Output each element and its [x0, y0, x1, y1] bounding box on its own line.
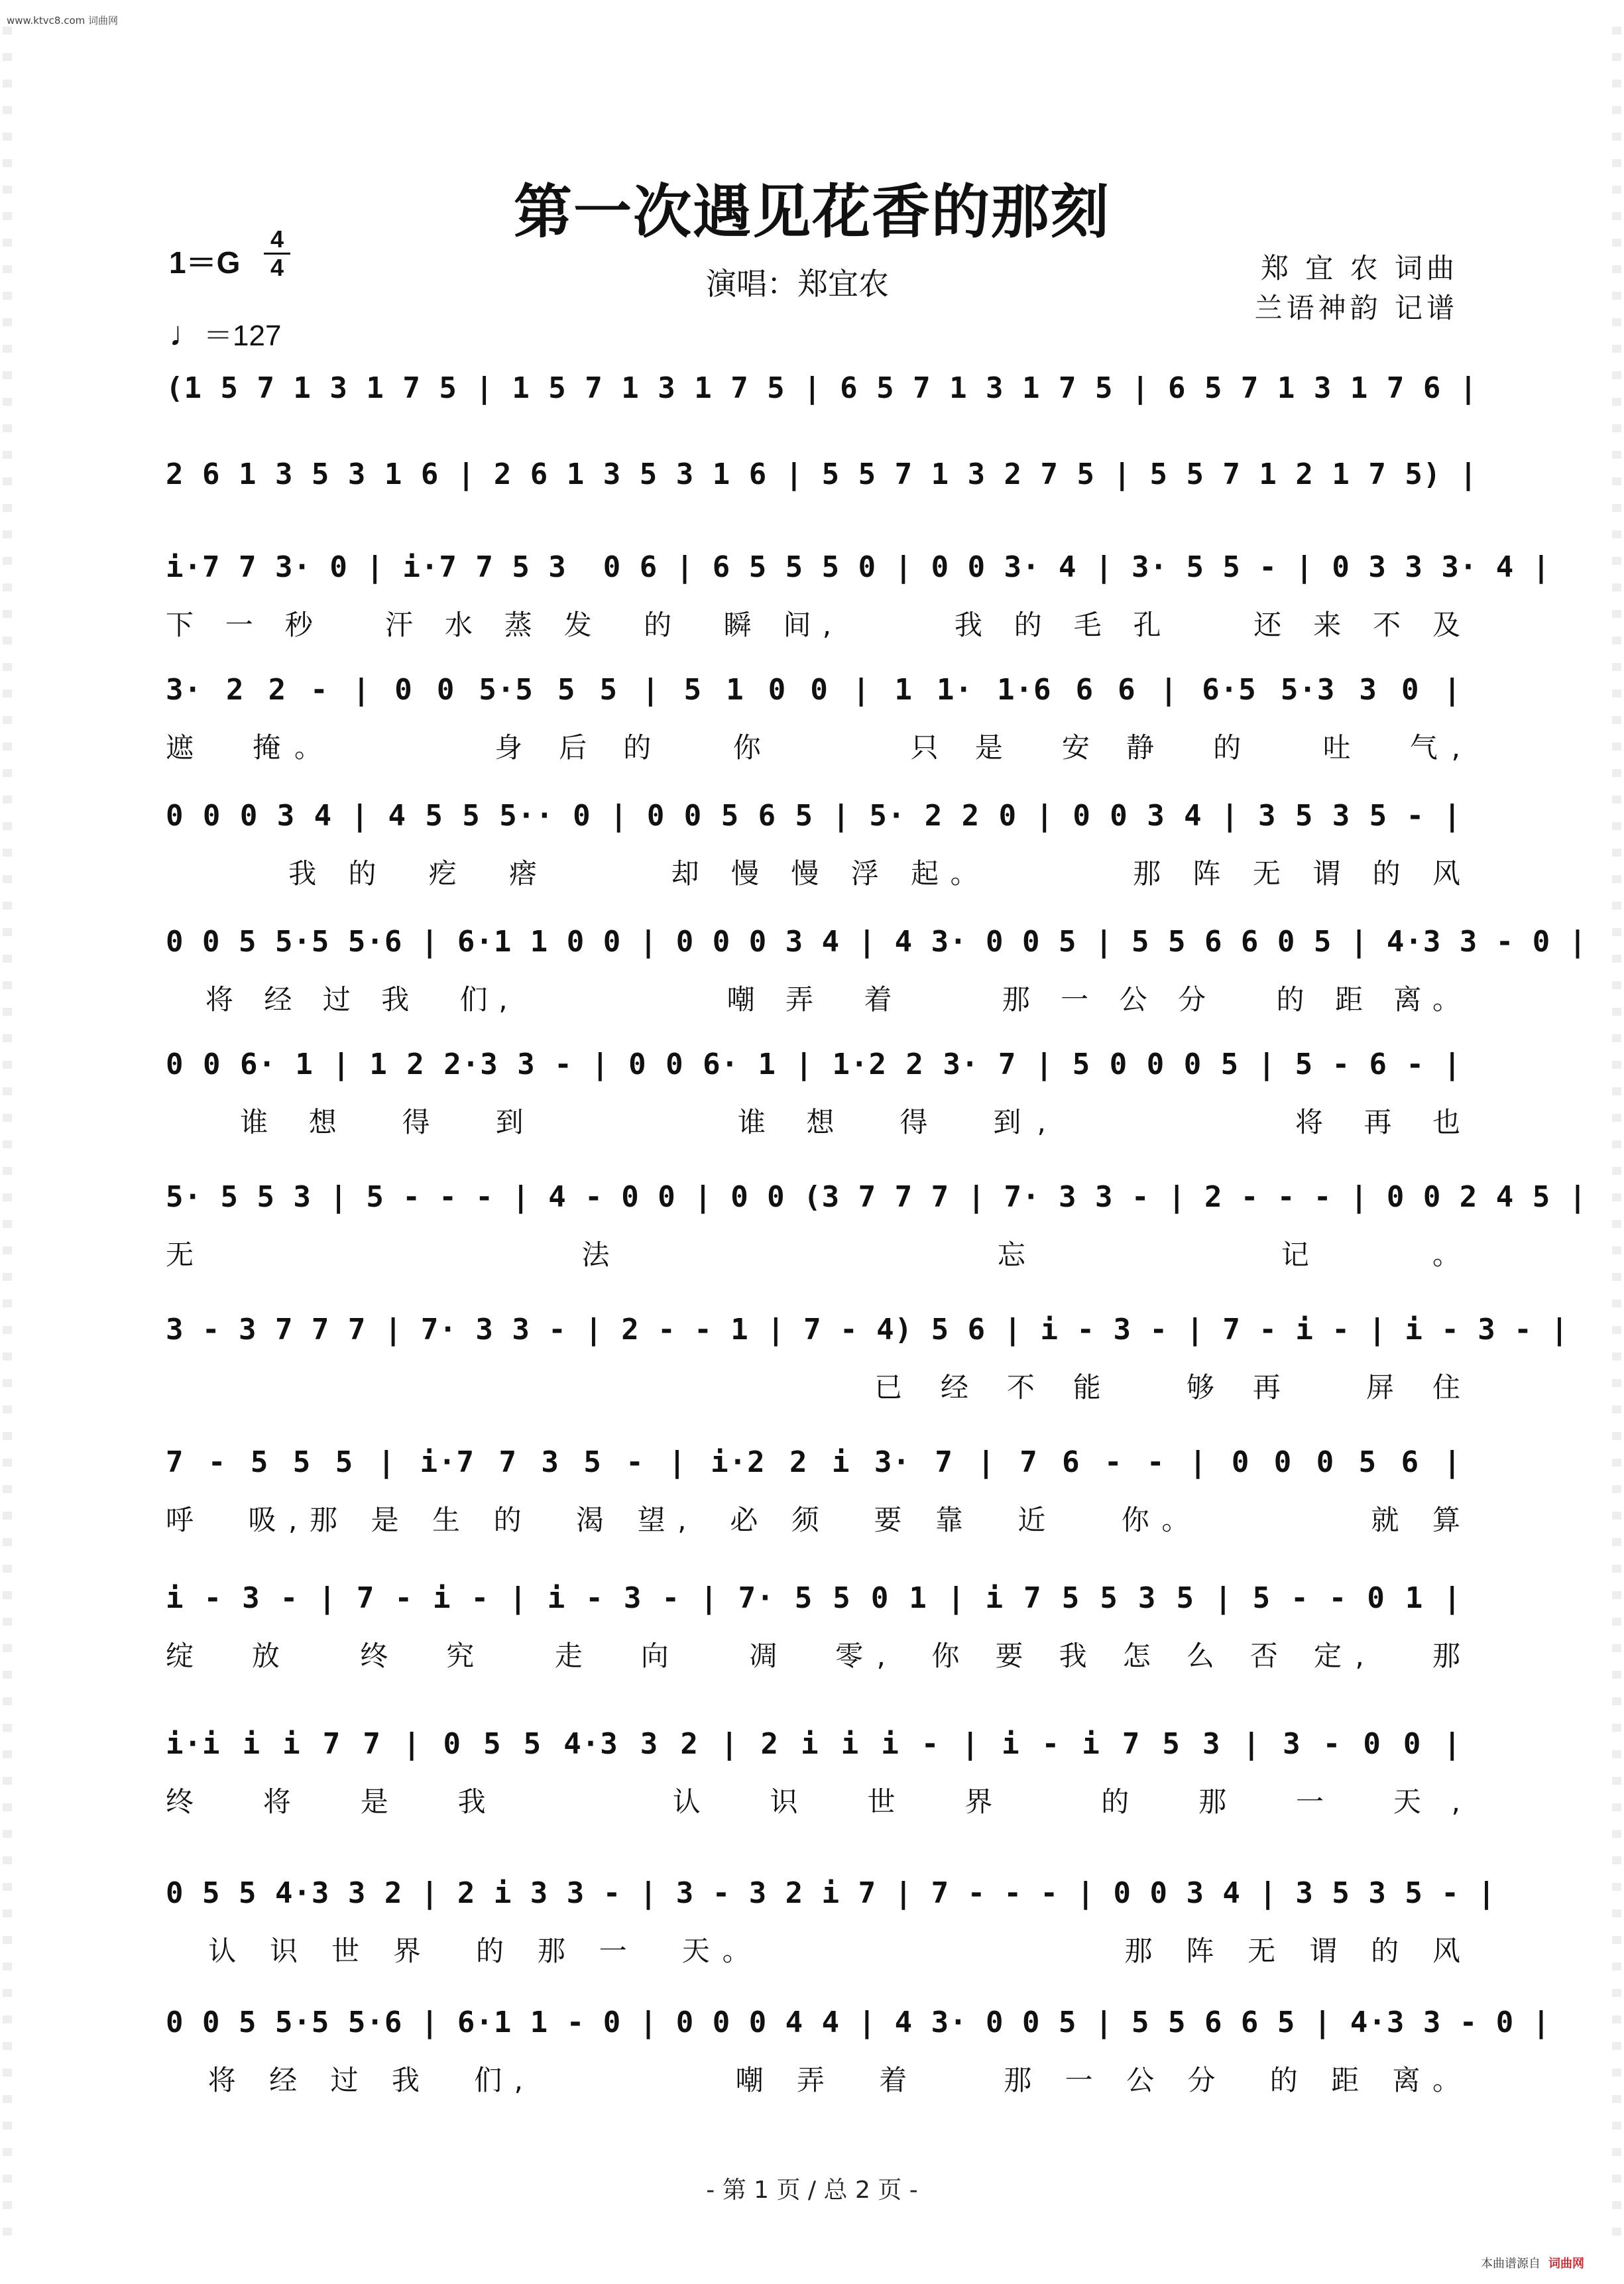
lyric-line: 认 识 世 界 的 那 一 天。 那 阵 无 谓 的 风 — [166, 1935, 1462, 1967]
lyric-line: 绽 放 终 究 走 向 凋 零, 你 要 我 怎 么 否 定, 那 — [166, 1640, 1462, 1672]
notation-line: i·7 7 3· 0 | i·7 7 5 3 0 6 | 6 5 5 5 0 | 0 0 3· 4 | 3· 5 5 - | 0 3 3 3· 4 | — [166, 550, 1551, 584]
notation-line: 2 6 1 3 5 3 1 6 | 2 6 1 3 5 3 1 6 | 5 5 7 1 3 2 7 5 | 5 5 7 1 2 1 7 5) | — [166, 457, 1478, 491]
time-signature — [264, 227, 290, 280]
tempo-value: ＝127 — [203, 320, 282, 352]
notation-line: 3· 2 2 - | 0 0 5·5 5 5 | 5 1 0 0 | 1 1· 1·6 6 6 | 6·5 5·3 3 0 | — [166, 673, 1462, 707]
brand-logo-text: 词曲网 — [1548, 2257, 1584, 2271]
notation-line: 0 0 5 5·5 5·6 | 6·1 1 0 0 | 0 0 0 3 4 | 4 3· 0 0 5 | 5 5 6 6 0 5 | 4·3 3 - 0 | — [166, 925, 1588, 959]
song-title: 第一次遇见花香的那刻 — [513, 177, 1110, 246]
notation-line: 7 - 5 5 5 | i·7 7 3 5 - | i·2 2 i 3· 7 | 7 6 - - | 0 0 0 5 6 | — [166, 1445, 1462, 1479]
lyric-line: 呼 吸,那 是 生 的 渴 望, 必 须 要 靠 近 你。 就 算 — [166, 1504, 1462, 1536]
site-watermark: www.ktvc8.com 词曲网 — [7, 15, 119, 27]
lyric-line: 下 一 秒 汗 水 蒸 发 的 瞬 间, 我 的 毛 孔 还 来 不 及 — [166, 609, 1462, 641]
lyric-line: 已 经 不 能 够 再 屏 住 — [166, 1371, 1462, 1404]
lyric-line: 我 的 疙 瘩 却 慢 慢 浮 起。 那 阵 无 谓 的 风 — [166, 857, 1462, 890]
source-note: 本曲谱源自 — [1481, 2257, 1540, 2271]
singer-credit: 演唱：郑宜农 — [706, 266, 889, 302]
tempo-marking — [169, 312, 281, 354]
notation-line: 3 - 3 7 7 7 | 7· 3 3 - | 2 - - 1 | 7 - 4) 5 6 | i - 3 - | 7 - i - | i - 3 - | — [166, 1313, 1569, 1347]
lyric-line: 谁 想 得 到 谁 想 得 到, 将 再 也 — [166, 1106, 1462, 1138]
lyric-line: 终 将 是 我 认 识 世 界 的 那 一 天, — [166, 1785, 1462, 1818]
credits — [1255, 249, 1458, 328]
lyric-line: 遮 掩。 身 后 的 你 只 是 安 静 的 吐 气, — [166, 731, 1462, 764]
lyric-line: 将 经 过 我 们, 嘲 弄 着 那 一 公 分 的 距 离。 — [166, 2064, 1462, 2096]
notation-line: 0 5 5 4·3 3 2 | 2 i 3 3 - | 3 - 3 2 i 7 | 7 - - - | 0 0 3 4 | 3 5 3 5 - | — [166, 1876, 1496, 1910]
notation-line: (1 5 7 1 3 1 7 5 | 1 5 7 1 3 1 7 5 | 6 5 7 1 3 1 7 5 | 6 5 7 1 3 1 7 6 | — [166, 371, 1478, 405]
source-brand — [1481, 2254, 1584, 2271]
page-number: - 第 1 页 / 总 2 页 - — [706, 2177, 918, 2204]
notation-line: 5· 5 5 3 | 5 - - - | 4 - 0 0 | 0 0 (3 7 7 7 | 7· 3 3 - | 2 - - - | 0 0 2 4 5 | — [166, 1180, 1588, 1214]
transcriber-credit: 兰语神韵 记谱 — [1254, 292, 1458, 324]
notation-line: 0 0 6· 1 | 1 2 2·3 3 - | 0 0 6· 1 | 1·2 2 3· 7 | 5 0 0 0 5 | 5 - 6 - | — [166, 1048, 1462, 1081]
key-signature: 1＝G — [169, 245, 241, 280]
left-edge-strip — [3, 27, 12, 2254]
lyric-line: 无 法 忘 记。 — [166, 1238, 1462, 1271]
notation-line: 0 0 5 5·5 5·6 | 6·1 1 - 0 | 0 0 0 4 4 | 4 3· 0 0 5 | 5 5 6 6 5 | 4·3 3 - 0 | — [166, 2006, 1551, 2039]
time-signature-top: 4 — [270, 225, 284, 253]
notation-line: i·i i i 7 7 | 0 5 5 4·3 3 2 | 2 i i i - | i - i 7 5 3 | 3 - 0 0 | — [166, 1727, 1462, 1761]
notation-line: 0 0 0 3 4 | 4 5 5 5·· 0 | 0 0 5 6 5 | 5· 2 2 0 | 0 0 3 4 | 3 5 3 5 - | — [166, 799, 1462, 833]
right-edge-strip — [1612, 27, 1621, 2254]
lyric-line: 将 经 过 我 们, 嘲 弄 着 那 一 公 分 的 距 离。 — [166, 983, 1462, 1016]
notation-line: i - 3 - | 7 - i - | i - 3 - | 7· 5 5 0 1 | i 7 5 5 3 5 | 5 - - 0 1 | — [166, 1581, 1462, 1615]
quarter-note-icon: ♩ — [169, 315, 203, 353]
time-signature-bottom: 4 — [270, 254, 284, 281]
lyric-music-credit: 郑 宜 农 词曲 — [1260, 252, 1458, 284]
